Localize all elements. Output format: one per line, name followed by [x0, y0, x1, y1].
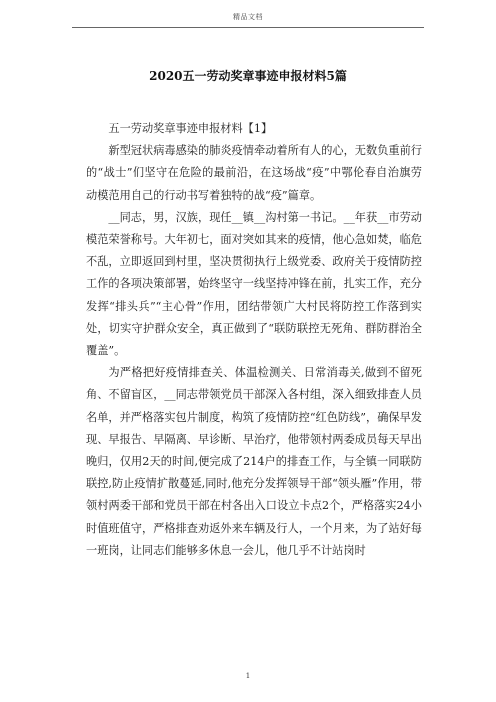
body-paragraph-3: 为严格把好疫情排查关、体温检测关、日常消毒关,做到不留死角、不留盲区，__同志带领党员干部深入各村组，深入细致排查人员名单，并严格落实包片制度，构筑了疫情防控“红色防线”，确保早发现、早报告、早隔离、早诊断、早治疗，他带领村两委成员每天早出晚归，仅用2天的时间,便完成了214户的排查工作，与全镇一同联防联控,防止疫情扩散蔓延,同时,他充分发挥领导干部“领头雁”作用，带领村两委干部和党员干部在村各出入口设立卡点2个，严格落实24小时值班值守，严格排查劝返外来车辆及行人，一个月来，为了站好每一班岗，让同志们能够多休息一会儿，他几乎不计站岗时 — [86, 366, 422, 557]
document-title: 2020五一劳动奖章事迹申报材料5篇 — [149, 69, 347, 83]
page-number: 1 — [245, 672, 251, 680]
document-body — [86, 118, 422, 562]
header-divider — [72, 27, 424, 28]
body-paragraph-1: 新型冠状病毒感染的肺炎疫情牵动着所有人的心，无数负重前行的“战士”们坚守在危险的最前沿，在这场战“疫”中鄂伦春自治旗劳动模范用自己的行动书写着独特的战“疫”篇章。 — [86, 144, 422, 202]
body-paragraph-2: __同志，男，汉族，现任__镇__沟村第一书记。__年获__市劳动模范荣誉称号。大年初七，面对突如其来的疫情，他心急如焚，临危不乱，立即返回到村里，坚决贯彻执行上级党委、政府关于疫情防控工作的各项决策部署，始终坚守一线坚持冲锋在前，扎实工作，充分发挥“排头兵”“主心骨”作用，团结带领广大村民将防控工作落到实处，切实守护群众安全，真正做到了“联防联控无死角、群防群治全覆盖”。 — [86, 210, 422, 358]
section-heading: 五一劳动奖章事迹申报材料【1】 — [108, 122, 273, 135]
page-header-label: 精品文档 — [233, 13, 263, 21]
